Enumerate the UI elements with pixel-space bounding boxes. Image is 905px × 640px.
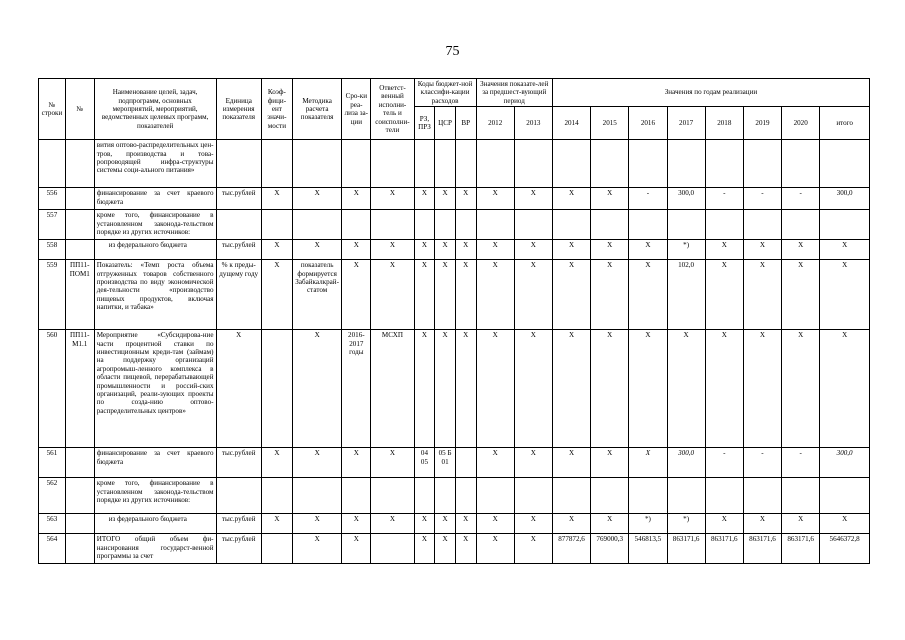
header-budget-codes: Коды бюджет-ной классифи-кации расходов [414,79,476,107]
year-value-cell: X [667,330,705,448]
year-value-cell [514,210,552,240]
rz-cell: X [414,240,435,260]
header-year: 2015 [591,107,629,140]
year-value-cell: X [476,188,514,210]
header-rz: РЗ, ПРЗ [414,107,435,140]
table-row [39,534,870,564]
header-year: 2016 [629,107,667,140]
method-cell: X [292,514,342,534]
name-cell: Мероприятие «Субсидирова-ние части процентной ставки по инвестиционным креди-там (займам) на поддержку организаций агропромыш-ленного комплекса в области пищевой, перерабатывающей промышленности и россий-ских организаций, реали-зующих проекты по созда-нию оптово-распределительных центров» [94,330,216,448]
terms-cell: X [342,448,371,478]
table-row [39,260,870,330]
vr-cell [455,140,476,188]
name-cell: Показатель: «Темп роста объема отгруженных товаров собственного производства по виду экономической дея-тельности «производство пищевых продуктов, включая напитки, и табака» [94,260,216,330]
year-value-cell: X [514,514,552,534]
csr-cell: X [435,534,456,564]
row-number-cell: 564 [39,534,66,564]
unit-cell [216,478,261,514]
year-value-cell: *) [629,514,667,534]
vr-cell [455,478,476,514]
table-row [39,188,870,210]
vr-cell: X [455,514,476,534]
year-value-cell [743,140,781,188]
total-value-cell: 300,0 [820,188,870,210]
code-cell [65,188,94,210]
year-value-cell: X [743,240,781,260]
year-value-cell: X [629,448,667,478]
year-value-cell: X [591,330,629,448]
method-cell [292,210,342,240]
year-value-cell: 102,0 [667,260,705,330]
row-number-cell: 557 [39,210,66,240]
header-row-no: № строки [39,79,66,140]
table-row [39,210,870,240]
method-cell: показатель формируется Забайкалкрай-статом [292,260,342,330]
table-row [39,448,870,478]
method-cell: X [292,448,342,478]
year-value-cell: - [782,188,820,210]
year-value-cell: 300,0 [667,448,705,478]
year-value-cell: X [476,448,514,478]
unit-cell: % к преды-дущему году [216,260,261,330]
coef-cell [261,330,292,448]
year-value-cell [629,140,667,188]
terms-cell: X [342,188,371,210]
year-value-cell [552,140,590,188]
year-value-cell [782,210,820,240]
page-number: 75 [445,44,460,59]
year-value-cell [667,478,705,514]
year-value-cell: X [514,260,552,330]
row-number-cell: 556 [39,188,66,210]
year-value-cell: - [743,448,781,478]
year-value-cell [514,140,552,188]
code-cell [65,448,94,478]
year-value-cell: X [743,260,781,330]
unit-cell [216,140,261,188]
terms-cell: X [342,240,371,260]
header-total: итого [820,107,870,140]
year-value-cell: X [552,514,590,534]
year-value-cell: X [552,188,590,210]
year-value-cell: X [514,330,552,448]
year-value-cell [743,210,781,240]
csr-cell: X [435,330,456,448]
executor-cell [371,140,414,188]
year-value-cell: - [705,448,743,478]
year-value-cell: X [743,514,781,534]
year-value-cell: X [476,240,514,260]
rz-cell: 04 05 [414,448,435,478]
year-value-cell [591,140,629,188]
row-number-cell: 560 [39,330,66,448]
code-cell [65,140,94,188]
unit-cell: тыс.рублей [216,188,261,210]
row-number-cell: 561 [39,448,66,478]
name-cell: финансирование за счет краевого бюджета [94,448,216,478]
total-value-cell: 5646372,8 [820,534,870,564]
year-value-cell: 863171,6 [743,534,781,564]
year-value-cell: X [591,448,629,478]
year-value-cell [476,140,514,188]
unit-cell [216,210,261,240]
executor-cell: МСХП [371,330,414,448]
year-value-cell [667,140,705,188]
header-prev-values: Значения показате-лей за предшест-вующий период [476,79,552,107]
year-value-cell: 546813,5 [629,534,667,564]
terms-cell [342,210,371,240]
year-value-cell [667,210,705,240]
year-value-cell: X [629,330,667,448]
total-value-cell [820,140,870,188]
year-value-cell: X [552,330,590,448]
header-year: 2020 [782,107,820,140]
year-value-cell: X [591,260,629,330]
rz-cell: X [414,260,435,330]
terms-cell: 2016-2017 годы [342,330,371,448]
name-cell: из федерального бюджета [94,240,216,260]
row-number-cell: 558 [39,240,66,260]
executor-cell: X [371,240,414,260]
header-unit: Единица измерения показателя [216,79,261,140]
year-value-cell: X [476,260,514,330]
coef-cell [261,478,292,514]
year-value-cell: X [782,260,820,330]
year-value-cell: X [476,534,514,564]
year-value-cell: X [514,188,552,210]
csr-cell: X [435,260,456,330]
row-number-cell: 562 [39,478,66,514]
total-value-cell: X [820,260,870,330]
header-year: 2014 [552,107,590,140]
terms-cell [342,478,371,514]
header-year: 2012 [476,107,514,140]
csr-cell [435,210,456,240]
coef-cell [261,210,292,240]
vr-cell: X [455,534,476,564]
coef-cell: X [261,240,292,260]
year-value-cell: X [743,330,781,448]
state-program-table [38,78,870,564]
year-value-cell: - [705,188,743,210]
year-value-cell: X [782,514,820,534]
year-value-cell: X [514,448,552,478]
header-year: 2017 [667,107,705,140]
year-value-cell: - [629,188,667,210]
year-value-cell: X [629,260,667,330]
header-year: 2013 [514,107,552,140]
code-cell [65,534,94,564]
executor-cell [371,210,414,240]
year-value-cell: 877872,6 [552,534,590,564]
year-value-cell: X [552,448,590,478]
vr-cell: X [455,330,476,448]
rz-cell [414,478,435,514]
header-name: Наименование целей, задач, подпрограмм, основных мероприятий, мероприятий, ведомственных целевых программ, показателей [94,79,216,140]
method-cell [292,478,342,514]
year-value-cell: X [552,240,590,260]
year-value-cell [705,140,743,188]
year-value-cell [743,478,781,514]
csr-cell: 05 Б 01 [435,448,456,478]
terms-cell [342,140,371,188]
year-value-cell [782,140,820,188]
rz-cell: X [414,534,435,564]
code-cell: ПП11-ПОМ1 [65,260,94,330]
rz-cell: X [414,330,435,448]
year-value-cell [705,478,743,514]
year-value-cell [552,478,590,514]
unit-cell: тыс.рублей [216,534,261,564]
year-value-cell: X [514,240,552,260]
year-value-cell: X [476,514,514,534]
year-value-cell: 863171,6 [705,534,743,564]
executor-cell: X [371,448,414,478]
year-value-cell [782,478,820,514]
rz-cell [414,210,435,240]
year-value-cell: - [743,188,781,210]
year-value-cell: X [591,514,629,534]
total-value-cell [820,478,870,514]
year-value-cell: - [782,448,820,478]
rz-cell [414,140,435,188]
method-cell [292,140,342,188]
total-value-cell: 300,0 [820,448,870,478]
method-cell: X [292,330,342,448]
name-cell: кроме того, финансирование в установленном законода-тельством порядке из других источников: [94,478,216,514]
total-value-cell: X [820,330,870,448]
table-row [39,478,870,514]
coef-cell [261,140,292,188]
name-cell: кроме того, финансирование в установленном законода-тельством порядке из других источников: [94,210,216,240]
rz-cell: X [414,188,435,210]
year-value-cell: 863171,6 [782,534,820,564]
year-value-cell: 300,0 [667,188,705,210]
terms-cell: X [342,514,371,534]
method-cell: X [292,534,342,564]
unit-cell: тыс.рублей [216,514,261,534]
year-value-cell: X [782,330,820,448]
year-value-cell: *) [667,514,705,534]
header-coef: Коэф-фици-ент значи-мости [261,79,292,140]
header-terms: Сро-ки реа-лиза за-ции [342,79,371,140]
executor-cell [371,478,414,514]
header-method: Методика расчета показателя [292,79,342,140]
coef-cell: X [261,448,292,478]
total-value-cell: X [820,514,870,534]
row-number-cell [39,140,66,188]
executor-cell [371,534,414,564]
coef-cell: X [261,514,292,534]
name-cell: вития оптово-распределительных цен-тров, производства и това-ропроводящей инфра-структуры системы соци-ального питания» [94,140,216,188]
code-cell: ПП11-М1.1 [65,330,94,448]
code-cell [65,210,94,240]
year-value-cell: *) [667,240,705,260]
vr-cell: X [455,240,476,260]
executor-cell: X [371,260,414,330]
table-row [39,140,870,188]
unit-cell: тыс.рублей [216,448,261,478]
year-value-cell: X [629,240,667,260]
unit-cell: X [216,330,261,448]
csr-cell [435,478,456,514]
method-cell: X [292,240,342,260]
code-cell [65,478,94,514]
name-cell: финансирование за счет краевого бюджета [94,188,216,210]
year-value-cell: X [705,514,743,534]
method-cell: X [292,188,342,210]
header-csr: ЦСР [435,107,456,140]
year-value-cell: X [591,240,629,260]
total-value-cell: X [820,240,870,260]
vr-cell [455,210,476,240]
terms-cell: X [342,260,371,330]
year-value-cell [476,210,514,240]
code-cell [65,240,94,260]
table-row [39,240,870,260]
year-value-cell [629,478,667,514]
table-row [39,330,870,448]
year-value-cell: X [705,240,743,260]
total-value-cell [820,210,870,240]
terms-cell: X [342,534,371,564]
year-value-cell: X [705,260,743,330]
year-value-cell [591,478,629,514]
name-cell: из федерального бюджета [94,514,216,534]
csr-cell: X [435,240,456,260]
header-executor: Ответст-венный исполни-тель и соисполни-тели [371,79,414,140]
vr-cell: X [455,260,476,330]
csr-cell: X [435,188,456,210]
code-cell [65,514,94,534]
header-vr: ВР [455,107,476,140]
vr-cell [455,448,476,478]
year-value-cell: X [705,330,743,448]
year-value-cell [591,210,629,240]
year-value-cell: X [552,260,590,330]
year-value-cell [476,478,514,514]
table-row [39,514,870,534]
coef-cell: X [261,188,292,210]
csr-cell [435,140,456,188]
unit-cell: тыс.рублей [216,240,261,260]
year-value-cell: 769000,3 [591,534,629,564]
coef-cell: X [261,260,292,330]
year-value-cell [629,210,667,240]
vr-cell: X [455,188,476,210]
header-year: 2018 [705,107,743,140]
name-cell: ИТОГО общий объем фи-нансирования государст-венной программы за счет [94,534,216,564]
header-year-values: Значения по годам реализации [552,79,869,107]
coef-cell [261,534,292,564]
header-year: 2019 [743,107,781,140]
executor-cell: X [371,188,414,210]
header-num: № [65,79,94,140]
year-value-cell: X [476,330,514,448]
year-value-cell [705,210,743,240]
row-number-cell: 559 [39,260,66,330]
rz-cell: X [414,514,435,534]
year-value-cell: X [782,240,820,260]
row-number-cell: 563 [39,514,66,534]
year-value-cell: X [514,534,552,564]
csr-cell: X [435,514,456,534]
year-value-cell [552,210,590,240]
year-value-cell [514,478,552,514]
executor-cell: X [371,514,414,534]
year-value-cell: 863171,6 [667,534,705,564]
year-value-cell: X [591,188,629,210]
